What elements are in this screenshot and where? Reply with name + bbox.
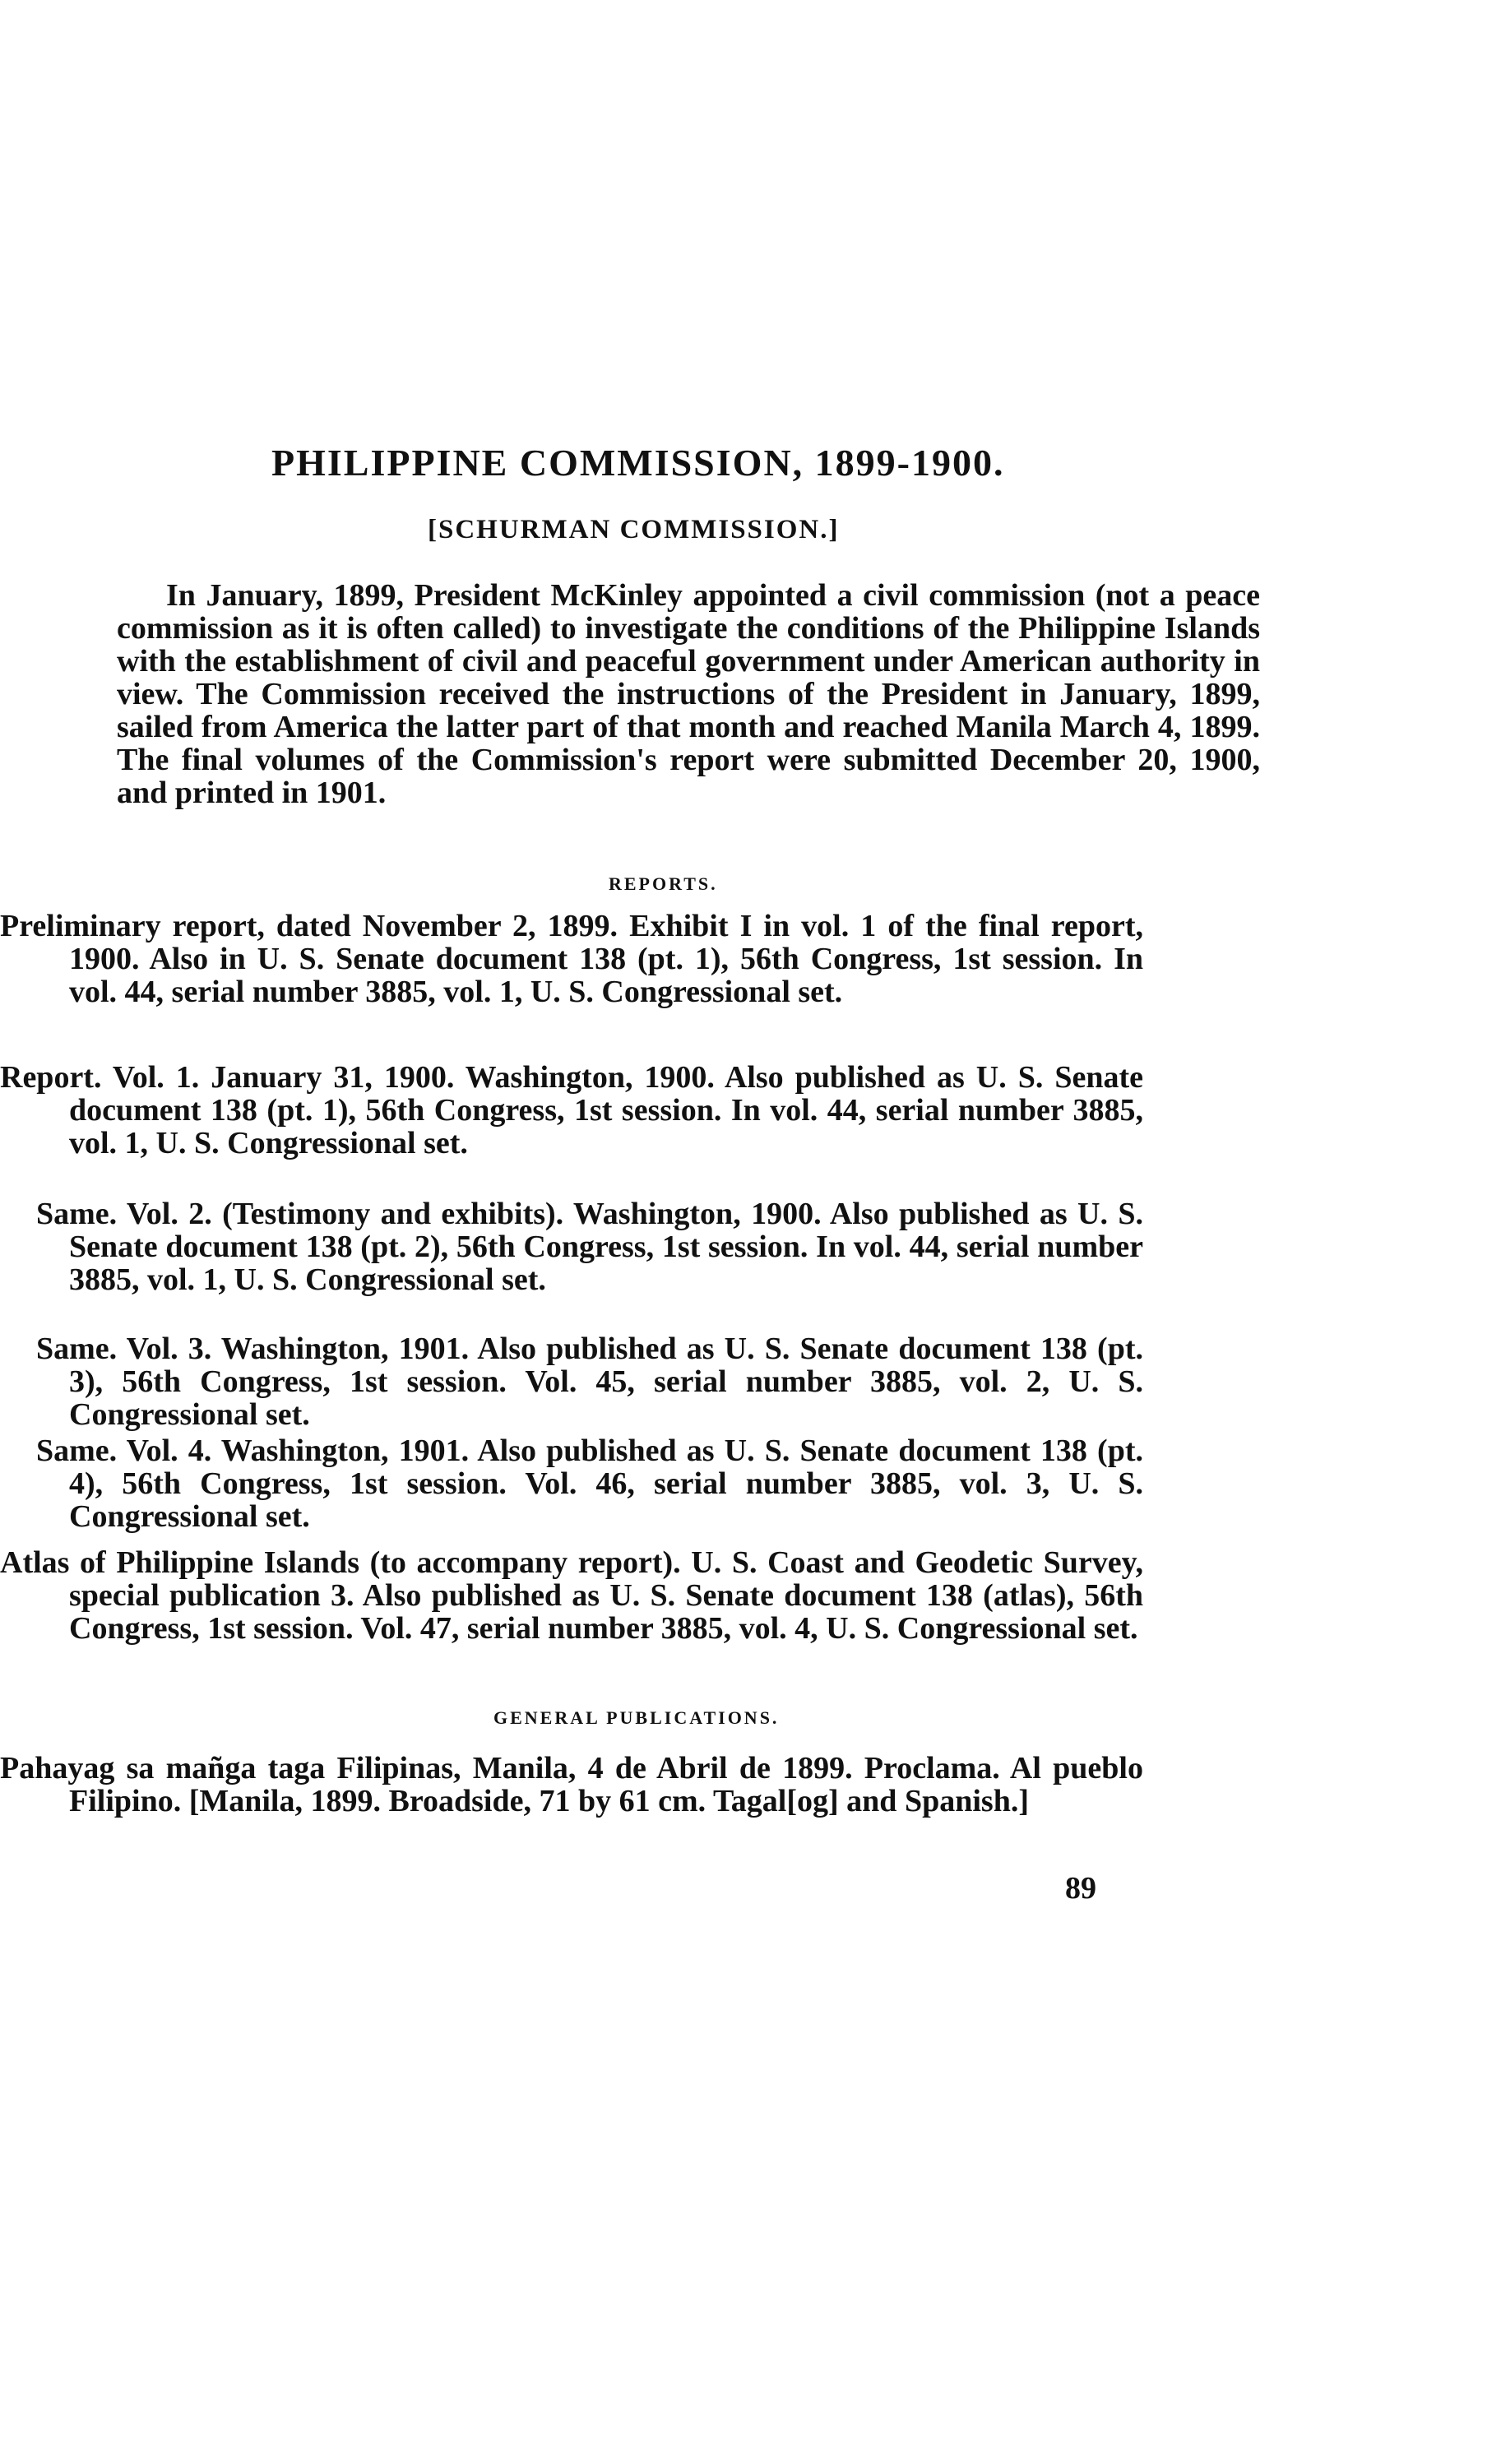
report-entry-atlas: Atlas of Philippine Islands (to accompany report). U. S. Coast and Geodetic Survey, special publication 3. Also published as U. S. Senate document 138 (atlas), 56th Congress, 1st session. Vol. 47, serial number 3885, vol. 4, U. S. Congressional set. (0, 1545, 1143, 1646)
intro-paragraph: In January, 1899, President McKinley appointed a civil commission (not a peace commission as it is often called) to investigate the conditions of the Philippine Islands with the establishment of civil and peaceful government under American authority in view. The Commission received the instructions of the President in January, 1899, sailed from America the latter part of that month and reached Manila March 4, 1899. The final volumes of the Commission's report were submitted December 20, 1900, and printed in 1901. (117, 578, 1260, 810)
page-title: PHILIPPINE COMMISSION, 1899-1900. (271, 442, 1005, 484)
report-entry-vol-4: Same. Vol. 4. Washington, 1901. Also published as U. S. Senate document 138 (pt. 4), 56th Congress, 1st session. Vol. 46, serial number 3885, vol. 3, U. S. Congressional set. (36, 1433, 1143, 1534)
report-entry-preliminary: Preliminary report, dated November 2, 1899. Exhibit I in vol. 1 of the final report, 1900. Also in U. S. Senate document 138 (pt. 1), 56th Congress, 1st session. In vol. 44, serial number 3885, vol. 1, U. S. Congressional set. (0, 909, 1143, 1009)
report-entry-vol-1: Report. Vol. 1. January 31, 1900. Washington, 1900. Also published as U. S. Senate document 138 (pt. 1), 56th Congress, 1st session. In vol. 44, serial number 3885, vol. 1, U. S. Congressional set. (0, 1060, 1143, 1160)
reports-heading: REPORTS. (609, 873, 718, 894)
report-entry-vol-3: Same. Vol. 3. Washington, 1901. Also published as U. S. Senate document 138 (pt. 3), 56th Congress, 1st session. Vol. 45, serial number 3885, vol. 2, U. S. Congressional set. (36, 1332, 1143, 1432)
page-subtitle: [SCHURMAN COMMISSION.] (428, 515, 840, 544)
general-publication-entry: Pahayag sa mañga taga Filipinas, Manila, 4 de Abril de 1899. Proclama. Al pueblo Filipino. [Manila, 1899. Broadside, 71 by 61 cm. Tagal[og] and Spanish.] (0, 1751, 1143, 1818)
report-entry-vol-2: Same. Vol. 2. (Testimony and exhibits). Washington, 1900. Also published as U. S. Senate document 138 (pt. 2), 56th Congress, 1st session. In vol. 44, serial number 3885, vol. 1, U. S. Congressional set. (36, 1197, 1143, 1297)
general-publications-heading: GENERAL PUBLICATIONS. (493, 1707, 780, 1728)
page-number: 89 (1065, 1871, 1096, 1906)
